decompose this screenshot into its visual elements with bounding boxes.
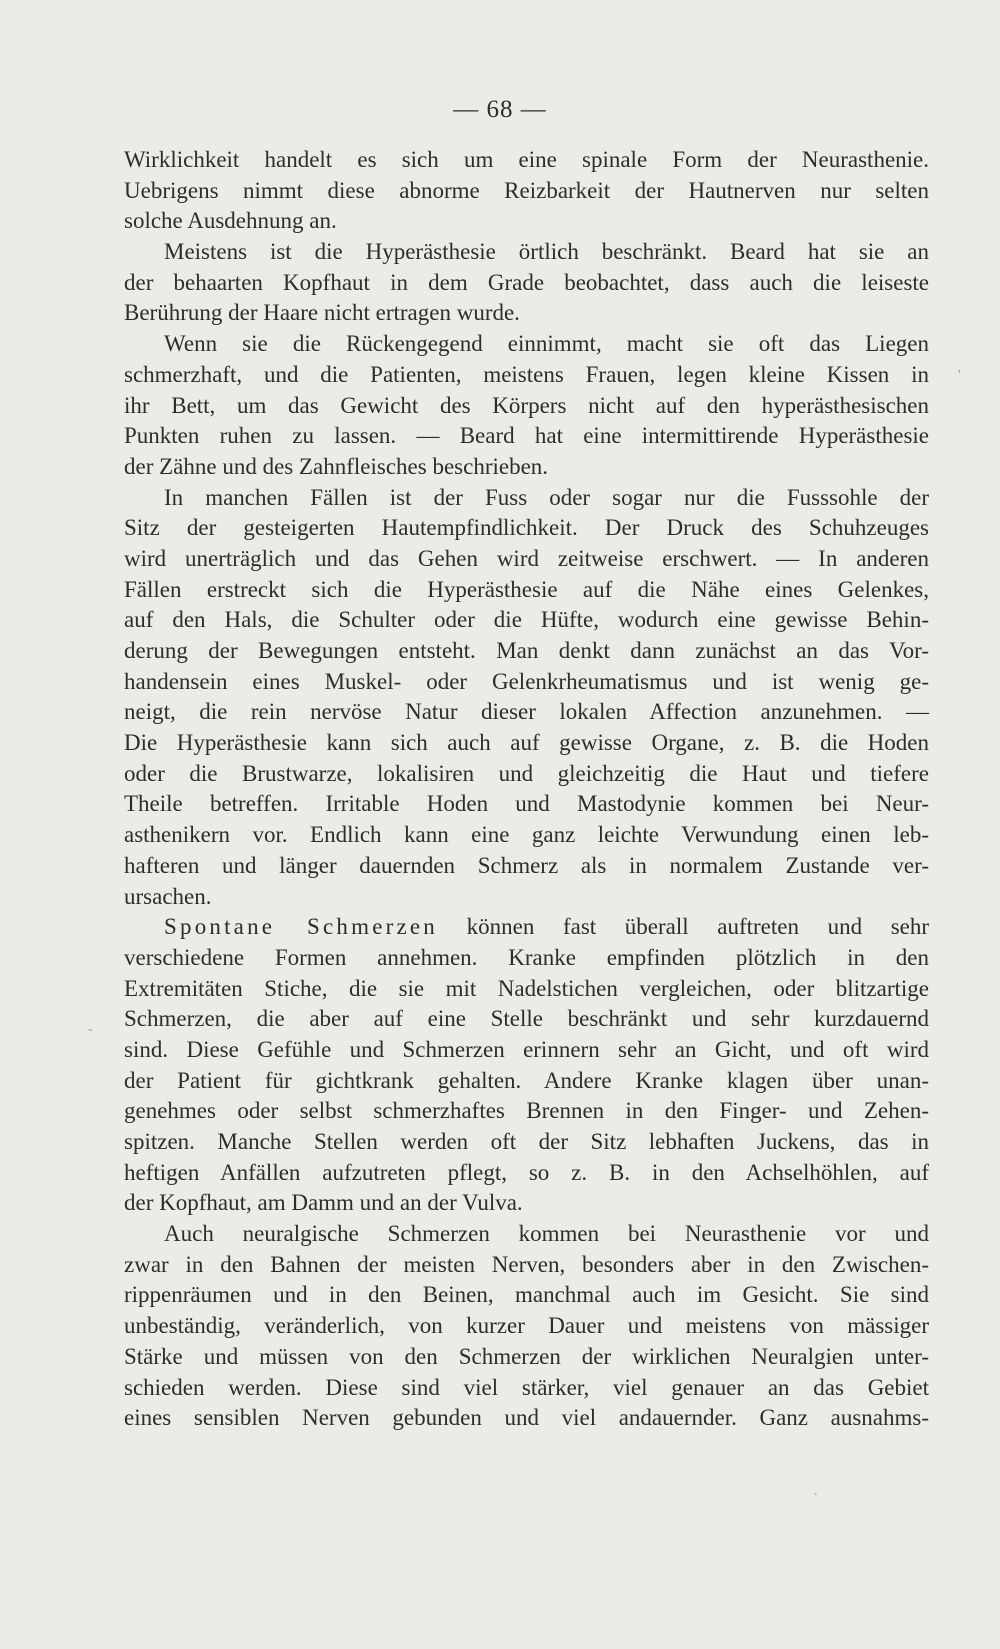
text-line: Berührung der Haare nicht ertragen wurde.: [124, 300, 520, 326]
text-line: neigt, die rein nervöse Natur dieser lokalen Affection anzunehmen. —: [124, 699, 929, 725]
paragraph-first-line: Auch neuralgische Schmerzen kommen bei Neurasthenie vor und: [164, 1221, 929, 1247]
paragraph-first-line: Meistens ist die Hyperästhesie örtlich beschränkt. Beard hat sie an: [164, 239, 929, 265]
text-line: Theile betreffen. Irritable Hoden und Mastodynie kommen bei Neur-: [124, 791, 929, 817]
text-line: Uebrigens nimmt diese abnorme Reizbarkeit der Hautnerven nur selten: [124, 177, 929, 203]
text-line: ihr Bett, um das Gewicht des Körpers nicht auf den hyperästhesischen: [124, 392, 929, 418]
text-line: solche Ausdehnung an.: [124, 208, 337, 234]
text-run: können fast überall auftreten und sehr: [466, 914, 930, 940]
margin-speck: .: [814, 1484, 818, 1499]
text-line: schieden werden. Diese sind viel stärker, viel genauer an das Gebiet: [124, 1374, 929, 1400]
body-text: [124, 145, 929, 1434]
text-line: Punkten ruhen zu lassen. — Beard hat eine intermittirende Hyperästhesie: [124, 423, 929, 449]
text-line: sind. Diese Gefühle und Schmerzen erinnern sehr an Gicht, und oft wird: [124, 1036, 929, 1062]
paragraph-first-line: [124, 912, 929, 943]
text-line: Sitz der gesteigerten Hautempfindlichkeit. Der Druck des Schuhzeuges: [124, 515, 929, 541]
paragraph-first-line: In manchen Fällen ist der Fuss oder sogar nur die Fusssohle der: [164, 484, 929, 510]
text-line: der Kopfhaut, am Damm und an der Vulva.: [124, 1190, 523, 1216]
text-line: schmerzhaft, und die Patienten, meistens Frauen, legen kleine Kissen in: [124, 361, 929, 387]
paragraph-first-line: Wenn sie die Rückengegend einnimmt, macht sie oft das Liegen: [164, 331, 929, 357]
text-line: asthenikern vor. Endlich kann eine ganz leichte Verwundung einen leb-: [124, 822, 929, 848]
text-line: unbeständig, veränderlich, von kurzer Dauer und meistens von mässiger: [124, 1313, 929, 1339]
text-line: oder die Brustwarze, lokalisiren und gleichzeitig die Haut und tiefere: [124, 760, 929, 786]
text-line: zwar in den Bahnen der meisten Nerven, besonders aber in den Zwischen-: [124, 1251, 929, 1277]
text-line: heftigen Anfällen aufzutreten pflegt, so z. B. in den Achselhöhlen, auf: [124, 1159, 929, 1185]
text-line: der Patient für gichtkrank gehalten. Andere Kranke klagen über unan-: [124, 1067, 929, 1093]
text-line: spitzen. Manche Stellen werden oft der Sitz lebhaften Juckens, das in: [124, 1129, 929, 1154]
text-line: der behaarten Kopfhaut in dem Grade beobachtet, dass auch die leiseste: [124, 269, 929, 295]
text-line: auf den Hals, die Schulter oder die Hüfte, wodurch eine gewisse Behin-: [124, 607, 929, 633]
text-line: Fällen erstreckt sich die Hyperästhesie auf die Nähe eines Gelenkes,: [124, 576, 929, 602]
text-line: Schmerzen, die aber auf eine Stelle beschränkt und sehr kurzdauernd: [124, 1006, 929, 1032]
text-line: verschiedene Formen annehmen. Kranke empfinden plötzlich in den: [124, 944, 929, 970]
text-line: Stärke und müssen von den Schmerzen der wirklichen Neuralgien unter-: [124, 1343, 929, 1369]
text-line: wird unerträglich und das Gehen wird zeitweise erschwert. — In anderen: [124, 545, 929, 571]
text-line: handensein eines Muskel- oder Gelenkrheumatismus und ist wenig ge-: [124, 668, 929, 694]
page-number: — 68 —: [453, 96, 547, 123]
text-line: der Zähne und des Zahnfleisches beschrieben.: [124, 453, 549, 479]
text-line: eines sensiblen Nerven gebunden und viel andauernder. Ganz ausnahms-: [124, 1405, 929, 1431]
margin-speck: ': [958, 368, 961, 383]
text-line: Extremitäten Stiche, die sie mit Nadelstichen vergleichen, oder blitzartige: [124, 975, 929, 1001]
text-line: ursachen.: [124, 883, 212, 909]
text-line: hafteren und länger dauernden Schmerz als in normalem Zustande ver-: [124, 852, 929, 878]
spaced-heading-words: Spontane Schmerzen: [164, 914, 438, 940]
text-line: Wirklichkeit handelt es sich um eine spinale Form der Neurasthenie.: [124, 147, 929, 172]
text-line: Die Hyperästhesie kann sich auch auf gewisse Organe, z. B. die Hoden: [124, 730, 929, 756]
margin-speck: -: [88, 1022, 93, 1037]
text-line: genehmes oder selbst schmerzhaftes Brennen in den Finger- und Zehen-: [124, 1098, 929, 1124]
text-line: derung der Bewegungen entsteht. Man denkt dann zunächst an das Vor-: [124, 638, 929, 663]
text-line: rippenräumen und in den Beinen, manchmal auch im Gesicht. Sie sind: [124, 1282, 929, 1308]
